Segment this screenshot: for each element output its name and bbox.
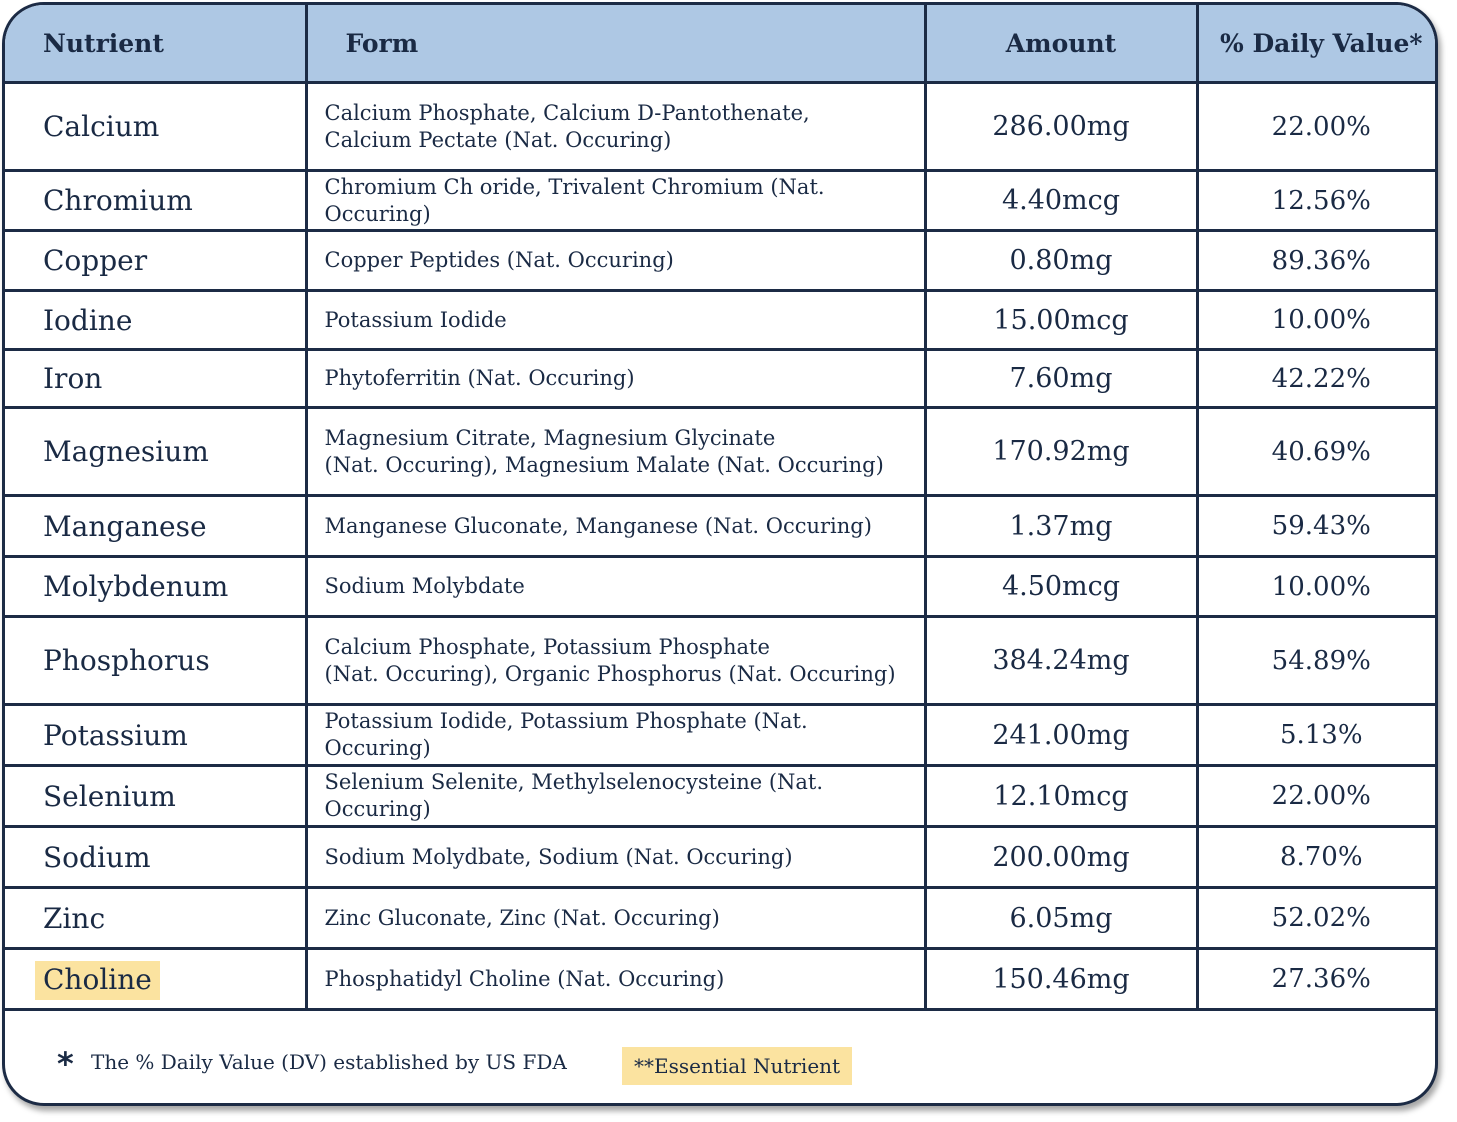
daily-value-footnote: The % Daily Value (DV) established by US FDA xyxy=(91,1050,567,1074)
nutrient-name: Choline xyxy=(35,961,160,1000)
form-line: Zinc Gluconate, Zinc (Nat. Occuring) xyxy=(324,905,720,930)
form-line: Calcium Pectate (Nat. Occuring) xyxy=(324,127,672,152)
form-cell xyxy=(306,949,925,1010)
form-cell xyxy=(306,408,925,496)
nutrient-cell xyxy=(5,705,306,766)
table-row xyxy=(5,171,1438,231)
daily-value-cell: 22.00% xyxy=(1197,83,1438,171)
form-cell xyxy=(306,496,925,557)
daily-value-cell: 52.02% xyxy=(1197,888,1438,949)
form-cell xyxy=(306,291,925,350)
asterisk-icon: * xyxy=(57,1045,74,1083)
form-cell xyxy=(306,617,925,705)
table-row xyxy=(5,617,1438,705)
amount-cell: 1.37mg xyxy=(925,496,1197,557)
nutrient-name: Iron xyxy=(43,362,103,395)
daily-value-cell: 89.36% xyxy=(1197,231,1438,291)
header-form: Form xyxy=(306,5,925,83)
amount-cell: 170.92mg xyxy=(925,408,1197,496)
daily-value-cell: 8.70% xyxy=(1197,827,1438,888)
table-header-row xyxy=(5,5,1438,83)
form-cell xyxy=(306,83,925,171)
form-line: Potassium Iodide, Potassium Phosphate (Nat. Occuring) xyxy=(324,709,808,760)
table-row xyxy=(5,350,1438,408)
form-line: Sodium Molybdate xyxy=(324,574,525,598)
table-row xyxy=(5,231,1438,291)
table-row xyxy=(5,496,1438,557)
nutrient-name: Zinc xyxy=(43,901,106,935)
amount-cell: 4.50mcg xyxy=(925,557,1197,617)
form-line: Selenium Selenite, Methylselenocysteine (Nat. Occuring) xyxy=(324,770,824,821)
daily-value-cell: 10.00% xyxy=(1197,557,1438,617)
form-cell xyxy=(306,888,925,949)
form-line: Sodium Molydbate, Sodium (Nat. Occuring) xyxy=(324,844,793,869)
form-cell xyxy=(306,231,925,291)
amount-cell: 6.05mg xyxy=(925,888,1197,949)
table-row xyxy=(5,888,1438,949)
form-line: Calcium Phosphate, Calcium D-Pantothenate, xyxy=(324,100,810,125)
nutrient-cell xyxy=(5,827,306,888)
header-amount: Amount xyxy=(925,5,1197,83)
form-line: Calcium Phosphate, Potassium Phosphate xyxy=(324,634,770,659)
table-row xyxy=(5,291,1438,350)
nutrient-name: Calcium xyxy=(43,110,160,143)
nutrient-cell xyxy=(5,408,306,496)
daily-value-cell: 5.13% xyxy=(1197,705,1438,766)
form-line: Copper Peptides (Nat. Occuring) xyxy=(324,248,674,272)
daily-value-cell: 27.36% xyxy=(1197,949,1438,1010)
form-cell xyxy=(306,705,925,766)
form-cell xyxy=(306,766,925,827)
nutrient-cell xyxy=(5,888,306,949)
daily-value-cell: 42.22% xyxy=(1197,350,1438,408)
form-cell xyxy=(306,350,925,408)
nutrient-name: Iodine xyxy=(43,303,133,337)
form-line: Chromium Ch oride, Trivalent Chromium (Nat. Occuring) xyxy=(324,174,825,226)
table-row xyxy=(5,557,1438,617)
header-daily-value: % Daily Value* xyxy=(1197,5,1438,83)
amount-cell: 286.00mg xyxy=(925,83,1197,171)
table-row xyxy=(5,705,1438,766)
nutrient-table-card xyxy=(2,2,1438,1106)
table-row xyxy=(5,83,1438,171)
form-line: (Nat. Occuring), Organic Phosphorus (Nat. Occuring) xyxy=(324,661,896,686)
amount-cell: 384.24mg xyxy=(925,617,1197,705)
form-cell xyxy=(306,171,925,231)
header-nutrient: Nutrient xyxy=(5,5,306,83)
amount-cell: 150.46mg xyxy=(925,949,1197,1010)
nutrient-name: Magnesium xyxy=(43,435,209,468)
amount-cell: 7.60mg xyxy=(925,350,1197,408)
nutrient-name: Phosphorus xyxy=(43,644,210,677)
table-row xyxy=(5,827,1438,888)
amount-cell: 241.00mg xyxy=(925,705,1197,766)
daily-value-cell: 12.56% xyxy=(1197,171,1438,231)
daily-value-cell: 54.89% xyxy=(1197,617,1438,705)
form-cell xyxy=(306,557,925,617)
nutrient-cell xyxy=(5,83,306,171)
amount-cell: 4.40mcg xyxy=(925,171,1197,231)
daily-value-cell: 10.00% xyxy=(1197,291,1438,350)
form-line: Potassium Iodide xyxy=(324,307,507,332)
daily-value-cell: 40.69% xyxy=(1197,408,1438,496)
nutrient-cell xyxy=(5,949,306,1010)
table-row xyxy=(5,949,1438,1010)
daily-value-cell: 59.43% xyxy=(1197,496,1438,557)
nutrient-name: Selenium xyxy=(43,779,176,813)
nutrient-cell xyxy=(5,171,306,231)
amount-cell: 200.00mg xyxy=(925,827,1197,888)
form-line: Magnesium Citrate, Magnesium Glycinate xyxy=(324,425,776,450)
nutrient-name: Potassium xyxy=(43,718,188,752)
nutrient-cell xyxy=(5,496,306,557)
essential-nutrient-legend: **Essential Nutrient xyxy=(622,1047,852,1085)
nutrient-cell xyxy=(5,231,306,291)
nutrient-cell xyxy=(5,617,306,705)
nutrient-name: Sodium xyxy=(43,840,151,874)
nutrient-name: Molybdenum xyxy=(43,570,229,603)
nutrient-table xyxy=(5,5,1438,1011)
form-cell xyxy=(306,827,925,888)
nutrient-cell xyxy=(5,557,306,617)
nutrient-name: Manganese xyxy=(43,509,207,543)
amount-cell: 12.10mcg xyxy=(925,766,1197,827)
nutrient-cell xyxy=(5,291,306,350)
form-line: (Nat. Occuring), Magnesium Malate (Nat. Occuring) xyxy=(324,452,884,477)
form-line: Manganese Gluconate, Manganese (Nat. Occuring) xyxy=(324,513,872,538)
table-row xyxy=(5,766,1438,827)
form-line: Phosphatidyl Choline (Nat. Occuring) xyxy=(324,966,725,991)
amount-cell: 15.00mcg xyxy=(925,291,1197,350)
nutrient-name: Chromium xyxy=(43,184,193,217)
daily-value-cell: 22.00% xyxy=(1197,766,1438,827)
nutrient-cell xyxy=(5,766,306,827)
form-line: Phytoferritin (Nat. Occuring) xyxy=(324,366,635,390)
nutrient-name: Copper xyxy=(43,244,148,277)
nutrient-cell xyxy=(5,350,306,408)
table-row xyxy=(5,408,1438,496)
amount-cell: 0.80mg xyxy=(925,231,1197,291)
